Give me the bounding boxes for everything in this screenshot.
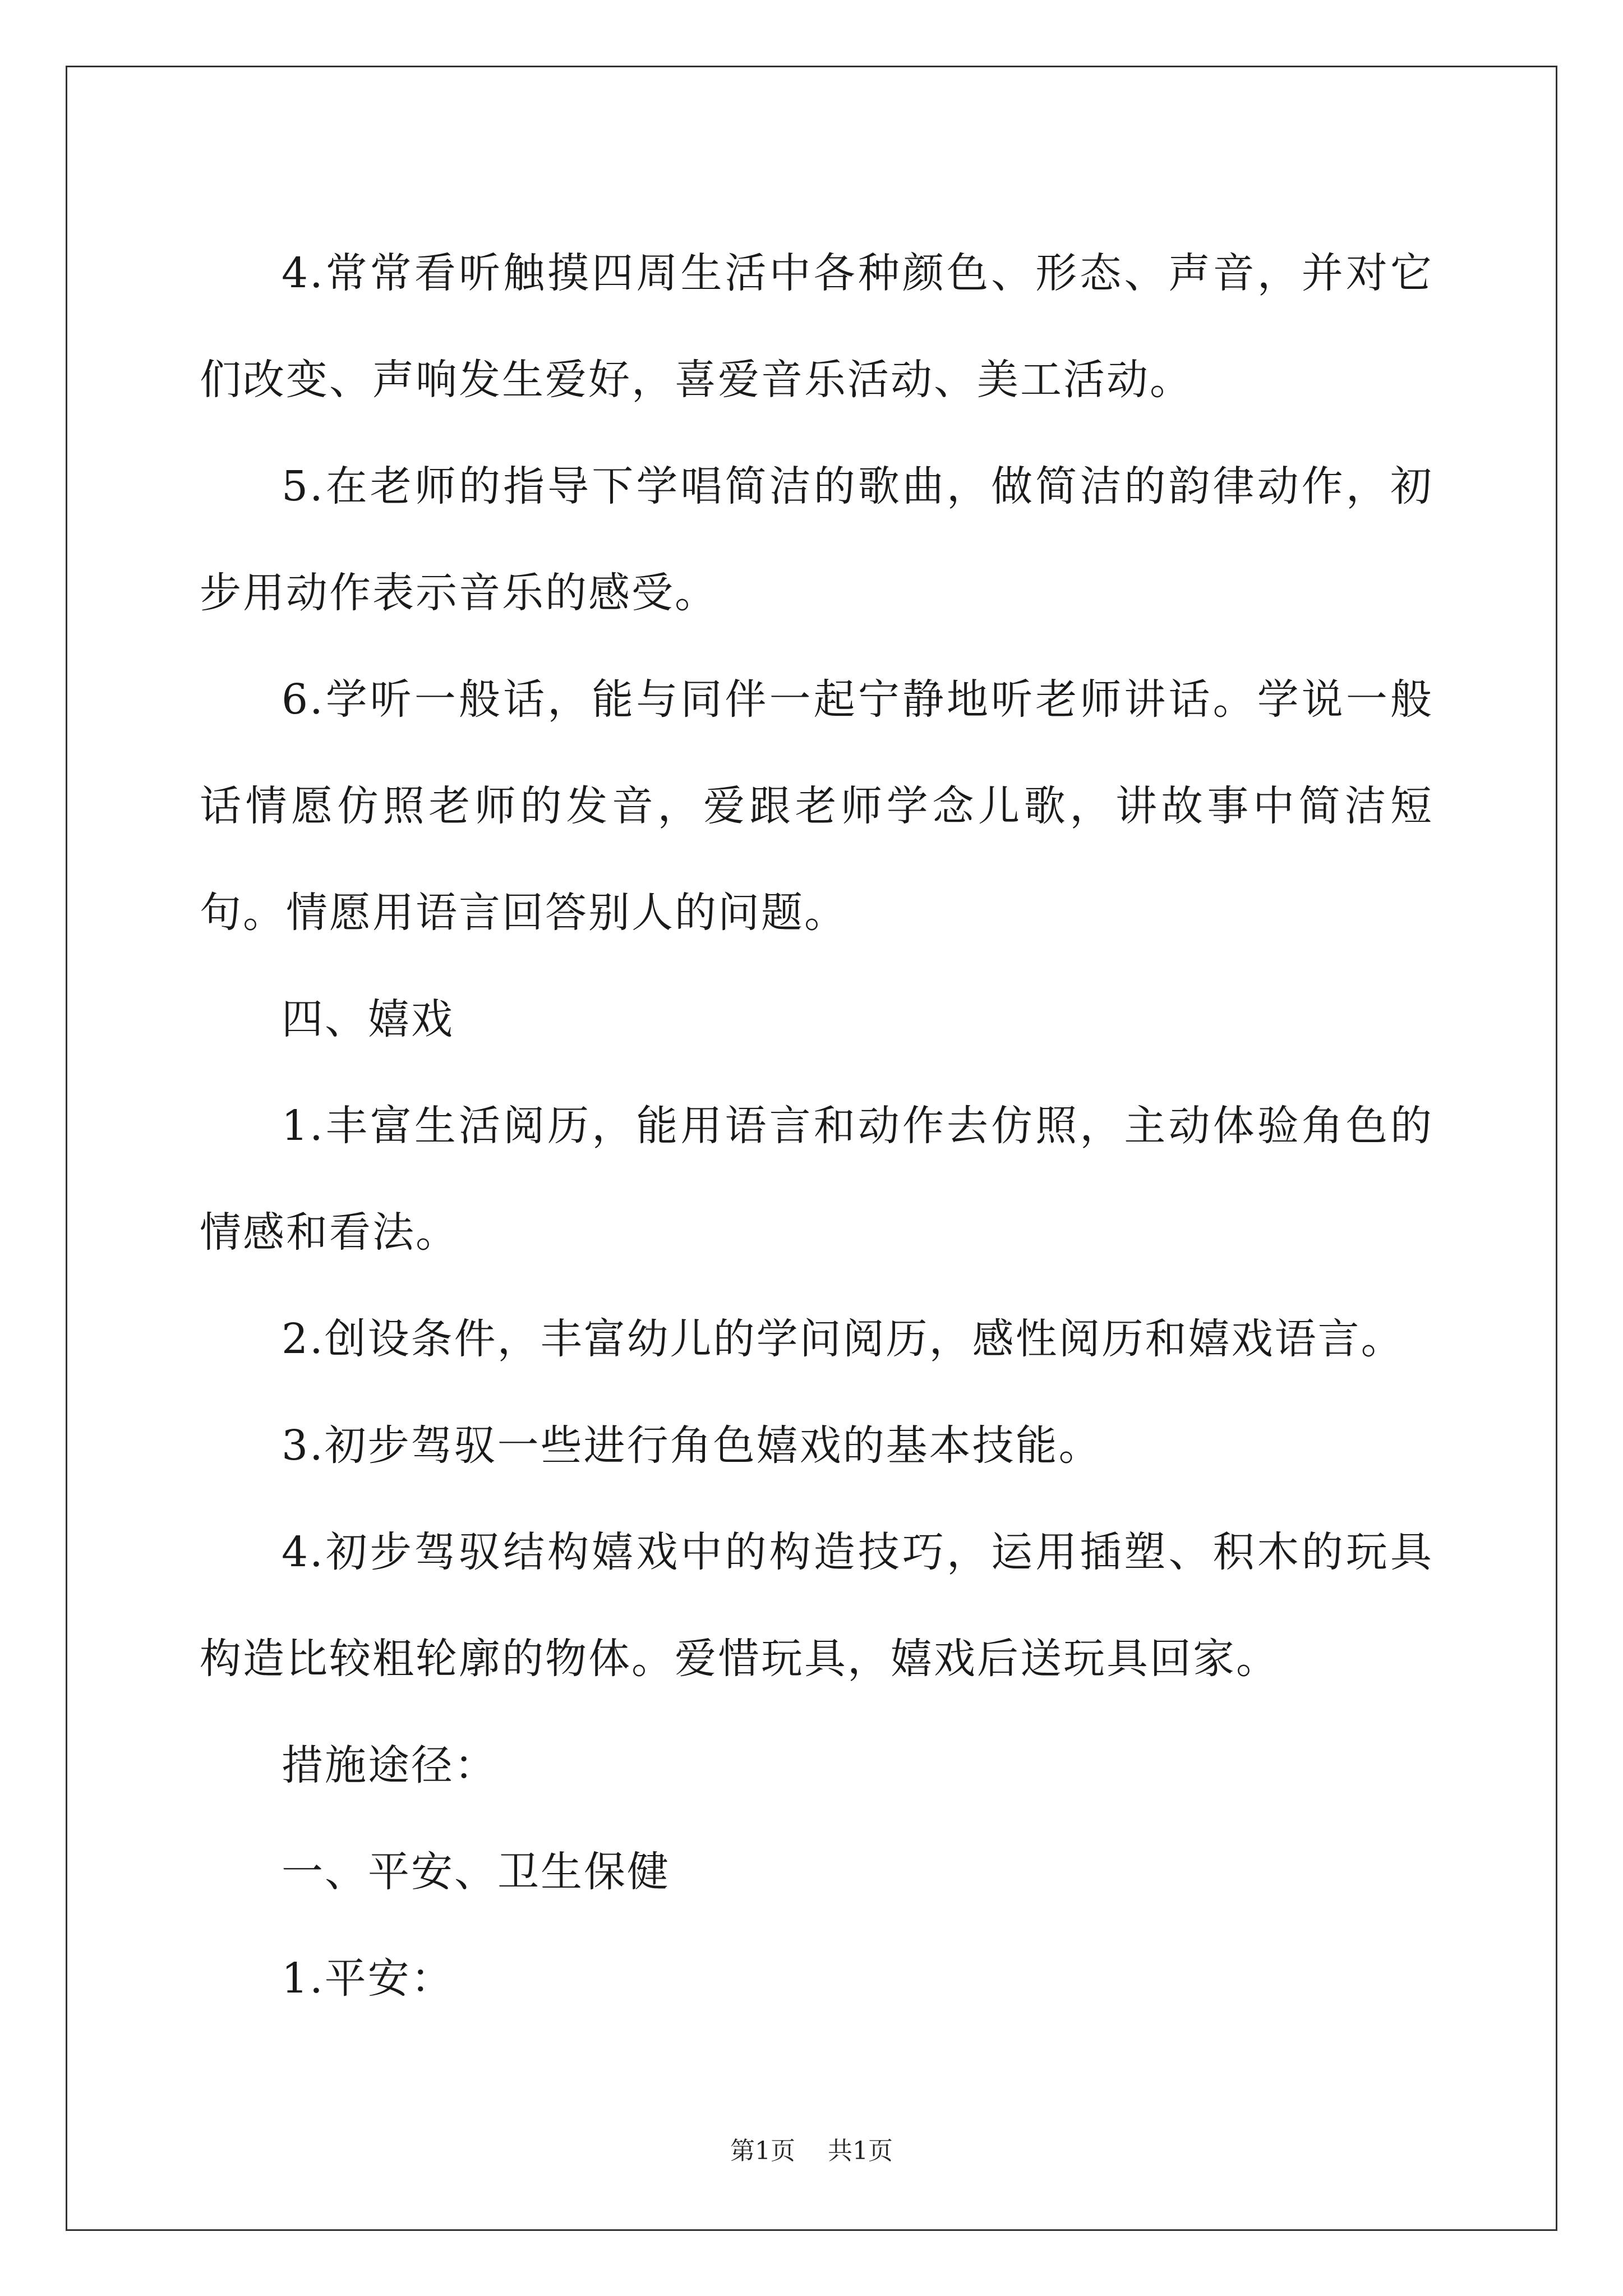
- document-body: [200, 220, 1433, 2032]
- section-heading: 四、嬉戏: [282, 995, 454, 1043]
- page-footer: [0, 2134, 1623, 2168]
- paragraph: 3.初步驾驭一些进行角色嬉戏的基本技能。: [282, 1421, 1102, 1470]
- paragraph: 4.初步驾驭结构嬉戏中的构造技巧，运用插塑、积木的玩具构造比较粗轮廓的物体。爱惜玩具，嬉戏后送玩具回家。: [200, 1528, 1433, 1683]
- page-total: 共1页: [828, 2137, 893, 2165]
- paragraph: 5.在老师的指导下学唱简洁的歌曲，做简洁的韵律动作，初步用动作表示音乐的感受。: [200, 462, 1433, 617]
- paragraph: 4.常常看听触摸四周生活中各种颜色、形态、声音，并对它们改变、声响发生爱好，喜爱音乐活动、美工活动。: [200, 249, 1433, 404]
- section-heading: 措施途径：: [282, 1741, 497, 1789]
- section-heading: 一、平安、卫生保健: [282, 1848, 670, 1896]
- paragraph: 2.创设条件，丰富幼儿的学问阅历，感性阅历和嬉戏语言。: [282, 1315, 1404, 1363]
- paragraph: 6.学听一般话，能与同伴一起宁静地听老师讲话。学说一般话情愿仿照老师的发音，爱跟老师学念儿歌，讲故事中简洁短句。情愿用语言回答别人的问题。: [200, 675, 1433, 937]
- paragraph: 1.丰富生活阅历，能用语言和动作去仿照，主动体验角色的情感和看法。: [200, 1102, 1433, 1257]
- paragraph: 1.平安：: [282, 1954, 454, 2003]
- page-number: 第1页: [730, 2137, 795, 2165]
